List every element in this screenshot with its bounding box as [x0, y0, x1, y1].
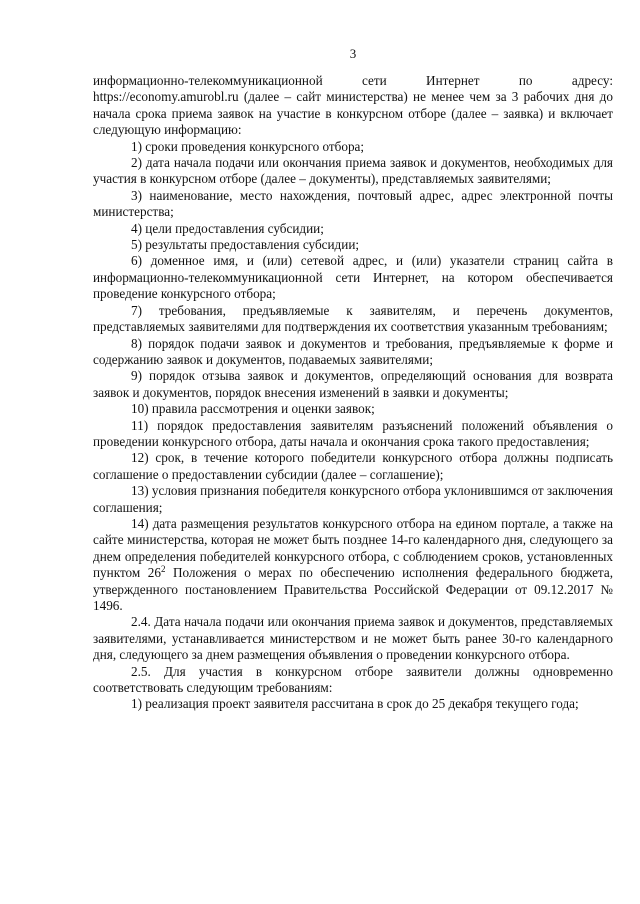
- list-item-9: 9) порядок отзыва заявок и документов, определяющий основания для возврата заявок и документов, порядок внесения изменений в заявки и документы;: [93, 368, 613, 400]
- list-item-4: 4) цели предоставления субсидии;: [131, 220, 324, 236]
- list-item-1: 1) сроки проведения конкурсного отбора;: [131, 138, 365, 154]
- list-item-13: 13) условия признания победителя конкурсного отбора уклонившимся от заключения соглашения;: [93, 483, 613, 515]
- list-item-12: 12) срок, в течение которого победители конкурсного отбора должны подписать соглашение о предоставлении субсидии (далее – соглашение);: [93, 450, 613, 482]
- list-item-8: 8) порядок подачи заявок и документов и требования, предъявляемые к форме и содержанию заявок и документов, подаваемых заявителями;: [93, 335, 613, 367]
- list-item-2: 2) дата начала подачи или окончания приема заявок и документов, необходимых для участия в конкурсном отборе (далее – документы), представляемых заявителями;: [93, 155, 613, 187]
- section-2-5-paragraph: 2.5. Для участия в конкурсном отборе заявители должны одновременно соответствовать следующим требованиям:: [93, 663, 613, 696]
- list-item-7: 7) требования, предъявляемые к заявителям, и перечень документов, представляемых заявителями для подтверждения их соответствия указанным требованиям;: [93, 302, 613, 335]
- page-number: 3: [349, 46, 357, 61]
- list-item-10: 10) правила рассмотрения и оценки заявок;: [131, 401, 375, 417]
- document-body: [93, 73, 613, 713]
- list-item-14-text-end: Положения о мерах по обеспечению исполнения федерального бюджета, утвержденного постановлением Правительства Российской Федерации от 09.12.2017 № 1496.: [93, 565, 613, 613]
- paragraph-announcement-continuation: информационно-телекоммуникационной сети Интернет по адресу: https://economy.amurobl.ru (далее – сайт министерства) не менее чем за 3 рабочих дня до начала срока приема заявок на участие в конкурсном отборе (далее – заявка) и включает следующую информацию:: [93, 73, 613, 138]
- list-item-14: [93, 516, 613, 614]
- document-page: [93, 0, 613, 904]
- list-item-6: 6) доменное имя, и (или) сетевой адрес, и (или) указатели страниц сайта в информационно-телекоммуникационной сети Интернет, на котором обеспечивается проведение конкурсного отбора;: [93, 253, 613, 302]
- list-item-11: 11) порядок предоставления заявителям разъяснений положений объявления о проведении конкурсного отбора, даты начала и окончания срока такого предоставления;: [93, 417, 613, 449]
- list-item-14-text: 14) дата размещения результатов конкурсного отбора на едином портале, а также на сайте министерства, которая не может быть позднее 14-го календарного дня, следующего за днем определения победителей конкурсного отбора, с соблюдением сроков, установленных пунктом 26: [93, 515, 613, 581]
- requirement-item-1: 1) реализация проект заявителя рассчитана в срок до 25 декабря текущего года;: [131, 696, 579, 712]
- list-item-14-superscript: 2: [160, 564, 166, 575]
- section-2-4-paragraph: 2.4. Дата начала подачи или окончания приема заявок и документов, представляемых заявителями, устанавливается министерством и не может быть ранее 30-го календарного дня, следующего за днем размещения объявления о проведении конкурсного отбора.: [93, 614, 613, 663]
- list-item-5: 5) результаты предоставления субсидии;: [131, 237, 360, 253]
- list-item-3: 3) наименование, место нахождения, почтовый адрес, адрес электронной почты министерства;: [93, 187, 613, 220]
